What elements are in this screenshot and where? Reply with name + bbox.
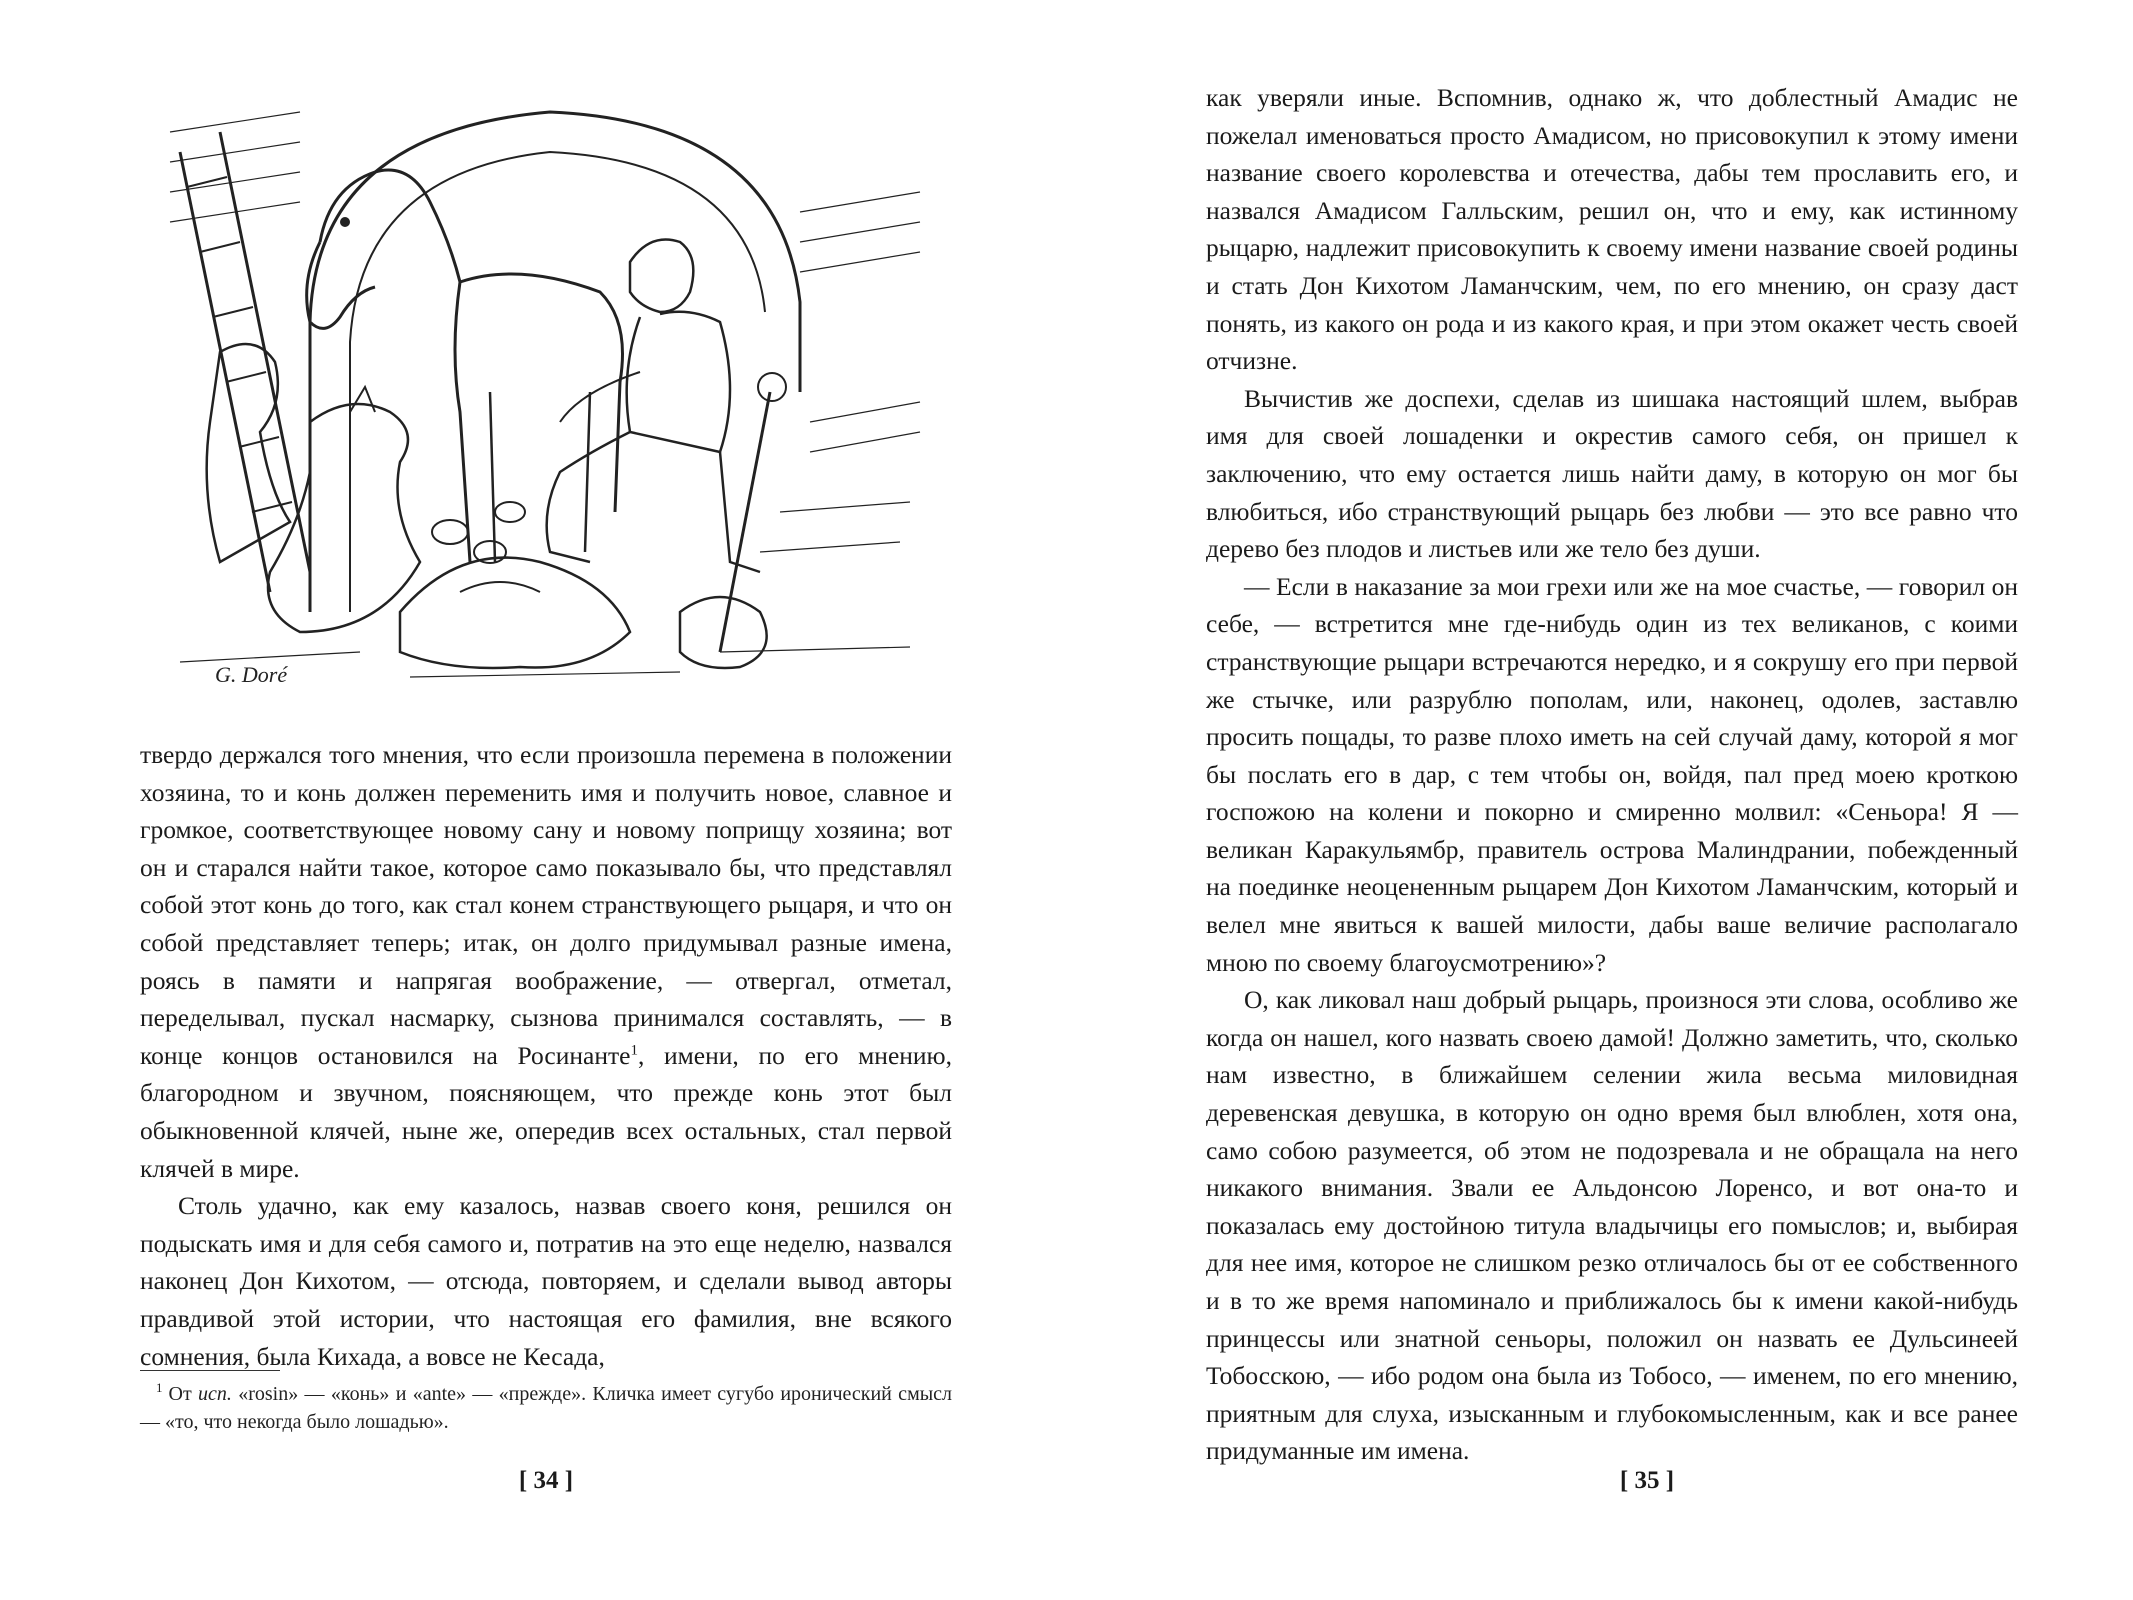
right-paragraph-3: — Если в наказание за мои грехи или же на мое счастье, — говорил он себе, — встретится мне где-нибудь один из тех великанов, с коими странствующие рыцари встречаются нередко, и я сокрушу его при первой же стычке, или разрублю пополам, или, наконец, одолев, заставлю просить пощады, то разве плохо иметь на сей случай даму, которой я мог бы послать его в дар, с тем чтобы он, войдя, пал пред моею кроткою госпожою на колени и покорно и смиренно молвил: «Сеньора! Я — великан Каракульямбр, правитель острова Малиндрании, побежденный на поединке неоцененным рыцарем Дон Кихотом Ламанчским, который и велел мне явиться к вашей милости, дабы ваше величие располагало мною по своему благоусмотрению»? xyxy=(1206,571,2018,977)
footnote-divider xyxy=(140,1370,280,1371)
left-paragraph-1: твердо держался того мнения, что если произошла перемена в положении хозяина, то и конь должен переменить имя и получить новое, славное и громкое, соответствующее новому сану и новому поприщу хозяина; вот он и старался найти такое, которое само показывало бы, что представлял собой этот конь до того, как стал конем странствующего рыцаря, и что он собой представляет теперь; итак, он долго придумывал разные имена, роясь в памяти и напрягая воображение, — отвергал, отметал, переделывал, пускал насмарку, сызнова принимался составлять, — в конце концов остановился на Росинанте$^1$, имени, по его мнению, благородном и звучном, поясняющем, что прежде конь этот был обыкновенной клячей, ныне же, опередив всех остальных, стал первой клячей в мире. xyxy=(140,740,952,1183)
right-page-text xyxy=(1206,79,2018,1470)
right-paragraph-1: как уверяли иные. Вспомнив, однако ж, что доблестный Амадис не пожелал именоваться просто Амадисом, но присовокупил к этому имени название своего королевства и отечества, дабы тем прославить его, и назвался Амадисом Галльским, решил он, что и ему, как истинному рыцарю, надлежит присовокупить к своему имени название своей родины и стать Дон Кихотом Ламанчским, чем, по его мнению, он сразу даст понять, из какого он рода и из какого края, и при этом окажет честь своей отчизне. xyxy=(1206,83,2018,376)
illustration-signature: G. Doré xyxy=(215,662,288,687)
page-number-left: [ 34 ] xyxy=(518,1467,574,1494)
left-page xyxy=(0,0,1066,1600)
footnote-reference[interactable]: 1 xyxy=(630,1042,638,1059)
left-page-text xyxy=(140,736,952,1375)
right-paragraph-2: Вычистив же доспехи, сделав из шишака настоящий шлем, выбрав имя для своей лошаденки и окрестив самого себя, он пришел к заключению, что ему остается лишь найти даму, в которую он мог бы влюбиться, ибо странствующий рыцарь без любви — это все равно что дерево без плодов и листьев или же тело без души. xyxy=(1206,383,2018,564)
engraving-illustration xyxy=(160,92,930,690)
footnote: $^1$ От исп. «rosin» — «конь» и «ante» — «прежде». Кличка имеет сугубо иронический смысл — «то, что некогда было лошадью». xyxy=(140,1380,953,1433)
engraving-knight-horse-dogs-icon xyxy=(160,92,930,690)
left-paragraph-2: Столь удачно, как ему казалось, назвав своего коня, решился он подыскать имя и для себя самого и, потратив на это еще неделю, назвался наконец Дон Кихотом, — отсюда, повторяем, и сделали вывод авторы правдивой этой истории, что настоящая его фамилия, вне всякого сомнения, была Кихада, а вовсе не Кесада, xyxy=(140,1191,952,1371)
right-paragraph-4: О, как ликовал наш добрый рыцарь, произнося эти слова, особливо же когда он нашел, кого назвать своею дамой! Должно заметить, что, сколько нам известно, в ближайшем селении жила весьма миловидная деревенская девушка, в которую он одно время был влюблен, хотя она, само собою разумеется, об этом не подозревала и не обращала на него никакого внимания. Звали ее Альдонсою Лоренсо, и вот она-то и показалась ему достойною титула владычицы его помыслов; и, выбирая для нее имя, которое не слишком резко отличалось бы от ее собственного и в то же время напоминало и приближалось бы к имени какой-нибудь принцессы или знатной сеньоры, положил он назвать ее Дульсинеей Тобосскою, — ибо родом она была из Тобосо, — именем, по его мнению, приятным для слуха, изысканным и глубокомысленным, как и все ранее придуманные им имена. xyxy=(1206,985,2018,1466)
right-page xyxy=(1066,0,2133,1600)
page-number-right: [ 35 ] xyxy=(1619,1467,1675,1494)
